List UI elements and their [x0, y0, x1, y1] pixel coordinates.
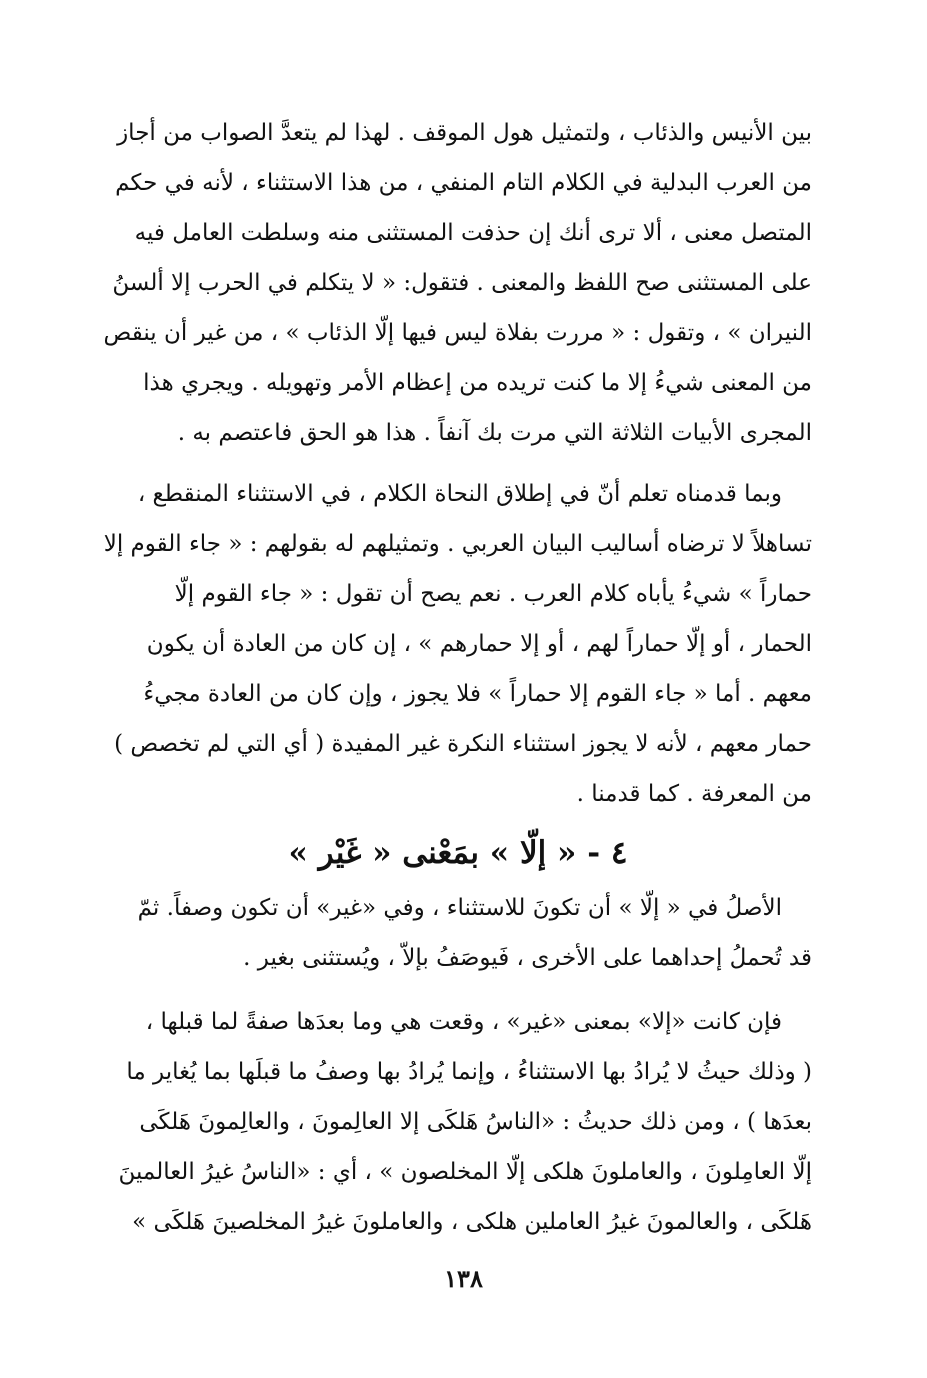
paragraph-line: إلّا العامِلونَ ، والعاملونَ هلكى إلّا المخلصون » ، أي : «الناسُ غيرُ العالمينَ [118, 1159, 812, 1185]
paragraph-line: ( وذلك حيثُ لا يُرادُ بها الاستثناءُ ، وإنما يُرادُ بها وصفُ ما قبلَها بما يُغاير ما [126, 1059, 812, 1085]
paragraph-line: على المستثنى صح اللفظ والمعنى . فتقول: « لا يتكلم في الحرب إلا ألسنُ [112, 270, 812, 296]
paragraph-2 [104, 469, 812, 819]
paragraph-line: حماراً » شيءُ يأباه كلام العرب . نعم يصح أن تقول : « جاء القوم إلّا [174, 581, 812, 607]
paragraph-line: بعدَها ) ، ومن ذلك حديثُ : «الناسُ هَلكَى إلا العالِمونَ ، والعالِمونَ هَلكَى [139, 1109, 812, 1135]
paragraph-line: بين الأنيس والذئاب ، ولتمثيل هول الموقف . لهذا لم يتعدَّ الصواب من أجاز [117, 120, 812, 146]
paragraph-line: وبما قدمناه تعلم أنّ في إطلاق النحاة الكلام ، في الاستثناء المنقطع ، [137, 481, 782, 507]
paragraph-3 [104, 883, 812, 983]
paragraph-4 [104, 997, 812, 1247]
paragraph-line: النيران » ، وتقول : « مررت بفلاة ليس فيها إلّا الذئاب » ، من غير أن ينقص [104, 320, 812, 346]
paragraph-line: من المعنى شيءُ إلا ما كنت تريده من إعظام الأمر وتهويله . ويجري هذا [143, 370, 812, 396]
paragraph-line: المجرى الأبيات الثلاثة التي مرت بك آنفاً . هذا هو الحق فاعتصم به . [177, 420, 812, 446]
paragraph-1 [104, 108, 812, 458]
paragraph-line: حمار معهم ، لأنه لا يجوز استثناء النكرة غير المفيدة ( أي التي لم تخصص ) [114, 731, 812, 757]
paragraph-line: تساهلاً لا ترضاه أساليب البيان العربي . وتمثيلهم له بقولهم : « جاء القوم إلا [104, 531, 812, 557]
paragraph-line: من المعرفة . كما قدمنا . [576, 781, 812, 807]
paragraph-line: قد تُحملُ إحداهما على الأخرى ، فَيوصَفُ بإلاّ ، ويُستثنى بغير . [243, 945, 812, 971]
paragraph-line: معهم . أما « جاء القوم إلا حماراً » فلا يجوز ، وإن كان من العادة مجيءُ [143, 681, 812, 707]
paragraph-line: الأصلُ في « إلّا » أن تكونَ للاستثناء ، وفي «غير» أن تكون وصفاً. ثمّ [137, 895, 782, 921]
paragraph-line: فإن كانت «إلا» بمعنى «غير» ، وقعت هي وما بعدَها صفةً لما قبلها ، [145, 1009, 782, 1035]
paragraph-line: المتصل معنى ، ألا ترى أنك إن حذفت المستثنى منه وسلطت العامل فيه [134, 220, 812, 246]
paragraph-line: الحمار ، أو إلّا حماراً لهم ، أو إلا حمارهم » ، إن كان من العادة أن يكون [146, 631, 812, 657]
paragraph-line: هَلكَى ، والعالمونَ غيرُ العاملين هلكى ، والعاملونَ غيرُ المخلصينَ هَلكَى » [132, 1209, 812, 1235]
paragraph-line: من العرب البدلية في الكلام التام المنفي ، من هذا الاستثناء ، لأنه في حكم [115, 170, 812, 196]
page-number: ١٣٨ [444, 1264, 483, 1293]
section-heading: ٤ - « إلّا » بمَعْنى « غَيْر » [288, 835, 628, 871]
